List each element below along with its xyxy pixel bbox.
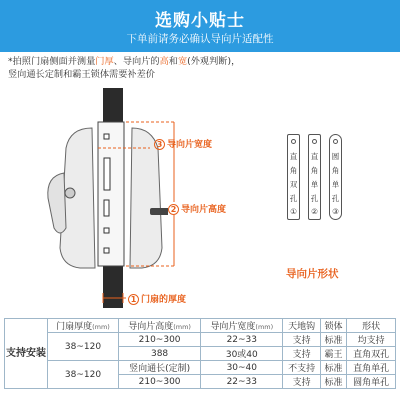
plate2-hole-top	[312, 139, 317, 144]
page-subtitle: 下单前请务必确认导向片适配性	[126, 33, 274, 45]
note-text-mid1: 、导向片的	[113, 56, 160, 67]
lock-faceplate	[98, 122, 124, 266]
label-num-1: 1	[128, 294, 139, 305]
plate-round-single-hole	[329, 134, 342, 220]
cylinder-left	[65, 188, 75, 198]
header-lock-body: 锁体	[320, 319, 346, 333]
thumb-turn	[150, 208, 170, 215]
plate1-num: ①	[290, 207, 297, 216]
plate-square-double-hole	[287, 134, 300, 220]
plate2-char-1: 直	[310, 152, 319, 161]
plate3-char-3: 单	[331, 180, 340, 189]
plate3-num: ③	[332, 207, 339, 216]
faceplate-hole-top	[104, 134, 109, 139]
cell-width: 30或40	[201, 347, 283, 361]
cell-lock: 标准	[320, 361, 346, 375]
table-side-label	[5, 319, 48, 389]
cell-shape: 圆角单孔	[347, 375, 396, 389]
header-door-thickness	[48, 319, 119, 333]
note-bullet: *	[8, 56, 13, 67]
label-door-thickness	[128, 292, 186, 305]
cell-width: 22~33	[201, 375, 283, 389]
plate3-char-2: 角	[331, 166, 340, 175]
header-plate-height-text: 导向片高度	[128, 322, 174, 332]
cell-door: 38~120	[48, 361, 119, 389]
plate1-hole-top	[291, 139, 296, 144]
label-num-2: 2	[168, 204, 179, 215]
plate1-char-4: 孔	[289, 194, 298, 203]
cell-lock: 霸王	[320, 347, 346, 361]
plate1-char-1: 直	[289, 152, 298, 161]
cell-lock: 标准	[320, 375, 346, 389]
side-label-text: 支持安装	[6, 347, 46, 359]
header-banner	[0, 0, 400, 52]
cell-ground: 支持	[283, 333, 321, 347]
header-height-unit: (mm)	[173, 323, 191, 331]
cell-width: 22~33	[201, 333, 283, 347]
label-plate-width	[154, 137, 212, 150]
label-num-3: 3	[154, 139, 165, 150]
header-door-unit: (mm)	[92, 323, 110, 331]
note-text-mid2: 和	[168, 56, 178, 67]
cell-lock: 标准	[320, 333, 346, 347]
header-ground-hook: 天地钩	[283, 319, 321, 333]
note-highlight-width: 宽	[177, 56, 188, 67]
plate-shapes-caption: 导向片形状	[286, 268, 339, 280]
cell-ground: 支持	[283, 375, 321, 389]
cell-door: 38~120	[48, 333, 119, 361]
cell-ground: 支持	[283, 347, 321, 361]
header-door-thickness-text: 门扇厚度	[56, 322, 93, 332]
plate2-num: ②	[311, 207, 318, 216]
label-plate-height	[168, 202, 226, 215]
table-row	[5, 361, 396, 375]
label-text-thickness: 门扇的厚度	[141, 295, 187, 305]
header-plate-height	[118, 319, 200, 333]
header-shape: 形状	[347, 319, 396, 333]
cell-height: 竖向通长(定制)	[118, 361, 200, 375]
header-width-unit: (mm)	[255, 323, 274, 331]
cell-height: 210~300	[118, 375, 200, 389]
label-text-width: 导向片宽度	[167, 140, 213, 150]
faceplate-hole-mid	[104, 228, 109, 233]
note-highlight-height: 高	[159, 56, 169, 67]
plate3-char-1: 圆	[331, 152, 340, 161]
plate1-char-3: 双	[289, 180, 298, 189]
cell-shape: 直角双孔	[347, 347, 396, 361]
note-text-before: 拍照门扇侧面并测量	[12, 56, 96, 67]
cell-ground: 不支持	[283, 361, 321, 375]
cell-shape: 均支持	[347, 333, 396, 347]
header-plate-width-text: 导向片宽度	[210, 322, 256, 332]
plate3-char-4: 孔	[331, 194, 340, 203]
plate3-hole-top	[333, 139, 338, 144]
cell-height: 388	[118, 347, 200, 361]
plate-square-single-hole	[308, 134, 321, 220]
cell-width: 30~40	[201, 361, 283, 375]
deadbolt-slot	[104, 200, 109, 216]
compatibility-table	[4, 318, 396, 389]
plate1-char-2: 角	[289, 166, 298, 175]
note-text-after: (外观判断)，	[187, 56, 241, 67]
table-row	[5, 333, 396, 347]
cell-height: 210~300	[118, 333, 200, 347]
header-plate-width	[201, 319, 283, 333]
table-header-row	[5, 319, 396, 333]
page-title: 选购小贴士	[155, 11, 245, 31]
note-highlight-door: 门厚	[95, 56, 114, 67]
plate2-char-3: 单	[310, 180, 319, 189]
lock-diagram	[0, 88, 400, 316]
faceplate-hole-bottom	[104, 248, 109, 253]
measure-note	[8, 56, 392, 81]
latch-slot	[104, 158, 110, 190]
cell-shape: 直角单孔	[347, 361, 396, 375]
label-text-height: 导向片高度	[181, 205, 227, 215]
plate2-char-4: 孔	[310, 194, 319, 203]
plate2-char-2: 角	[310, 166, 319, 175]
note-line2: 竖向通长定制和霸王锁体需要补差价	[8, 68, 155, 80]
handle-knob-left	[48, 173, 66, 233]
